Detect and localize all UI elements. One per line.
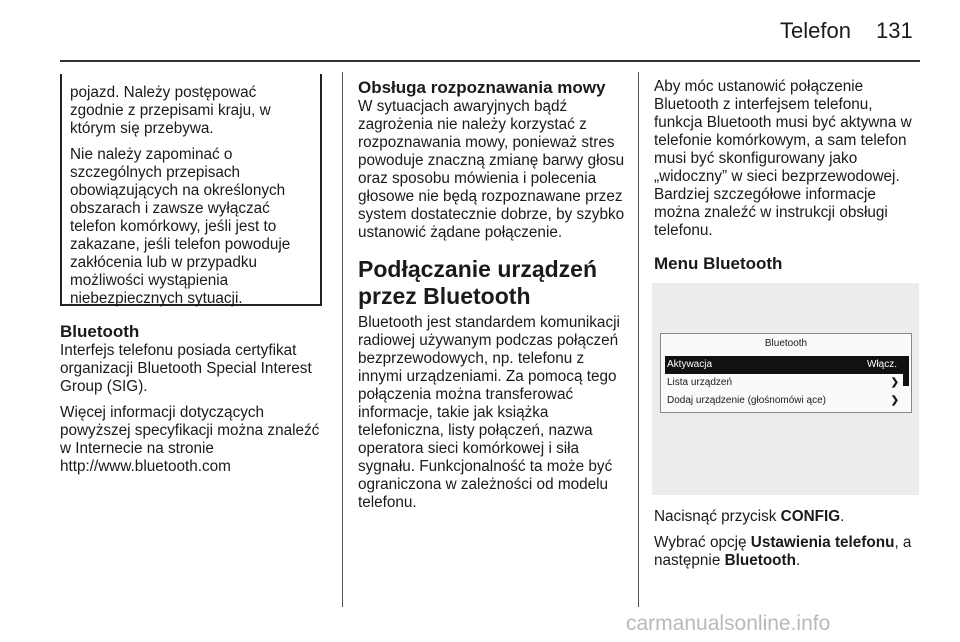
warning-text-2: Nie należy zapominać o szczególnych przepisach obowiązujących na określonych obszarach i zawsze wyłączać telefon komórkowy, jeśli jest to zakazane, jeśli telefon powoduje zakłócenia lub w przypadku możliwości wystąpienia niebezpiecznych sytuacji. (70, 146, 291, 307)
header-rule (60, 60, 920, 62)
step-select-option: Wybrać opcję Ustawienia telefonu, a następnie Bluetooth. (654, 534, 912, 569)
column-2 (358, 78, 630, 520)
menu-item-label: Lista urządzeń (667, 377, 733, 388)
page-number: 131 (876, 18, 913, 43)
bluetooth-menu-screenshot (652, 283, 919, 495)
menu-item-device-list[interactable] (665, 374, 903, 392)
section-title: Telefon (780, 18, 851, 43)
voice-recognition-heading: Obsługa rozpoznawania mowy (358, 78, 606, 97)
warning-box (60, 74, 322, 306)
bluetooth-standard-paragraph: Bluetooth jest standardem komunikacji radiowej używanym podczas połączeń bezprzewodowych, np. telefonu z innymi urządzeniami. Za pomocą tego połączenia można transferować informacje, takie jak książka telefoniczna, listy połączeń, nazwa operatora sieci komórkowej i siła sygnału. Funkcjonalność ta może być ograniczona w zależności od modelu telefonu. (358, 314, 620, 511)
step-press-config: Nacisnąć przycisk CONFIG. (654, 508, 845, 525)
column-3 (654, 78, 920, 274)
chevron-right-icon: ❯ (890, 395, 899, 406)
menu-item-activation[interactable] (665, 356, 903, 374)
connecting-heading: Podłączanie urządzeń przez Bluetooth (358, 256, 598, 309)
watermark: carmanualsonline.info (626, 612, 831, 635)
config-key: CONFIG (780, 508, 841, 525)
bluetooth-menu-heading: Menu Bluetooth (654, 254, 783, 273)
menu-title: Bluetooth (764, 338, 808, 349)
bluetooth-key: Bluetooth (724, 552, 796, 569)
column-1 (60, 322, 326, 484)
menu-item-add-device[interactable] (665, 392, 903, 410)
menu-item-label: Aktywacja (667, 359, 713, 370)
column-3-steps (654, 508, 920, 578)
certification-paragraph: Interfejs telefonu posiada certyfikat organizacji Bluetooth Special Interest Group (SIG). (60, 342, 312, 395)
column-divider-1 (342, 72, 343, 607)
activation-paragraph: Aby móc ustanowić połączenie Bluetooth z interfejsem telefonu, funkcja Bluetooth musi być aktywna w telefonie komórkowym, a sam telefon musi być skonfigurowany jako „widoczny” w sieci bezprzewodowej. Bardziej szczegółowe informacje można znaleźć w instrukcji obsługi telefonu. (654, 78, 912, 239)
warning-text-1: pojazd. Należy postępować zgodnie z przepisami kraju, w którym się przebywa. (70, 84, 271, 137)
phone-settings-key: Ustawienia telefonu (750, 534, 895, 551)
bluetooth-heading: Bluetooth (60, 322, 140, 341)
menu-item-value: Włącz. (867, 359, 897, 370)
chevron-right-icon: ❯ (890, 377, 899, 388)
scrollbar[interactable] (903, 356, 909, 386)
voice-recognition-paragraph: W sytuacjach awaryjnych bądź zagrożenia nie należy korzystać z rozpoznawania mowy, ponieważ stres powoduje znaczną zmianę barwy głosu oraz sposobu mówienia i polecenia głosowe nie będą rozpoznawane przez system dostatecznie dobrze, by szybko ustanowić żądane połączenie. (358, 98, 625, 241)
menu-item-label: Dodaj urządzenie (głośnomówi ące) (667, 395, 826, 406)
more-info-paragraph: Więcej informacji dotyczących powyższej specyfikacji można znaleźć w Internecie na stronie http://www.bluetooth.com (60, 404, 320, 475)
menu-panel (660, 333, 912, 413)
column-divider-2 (638, 72, 639, 607)
